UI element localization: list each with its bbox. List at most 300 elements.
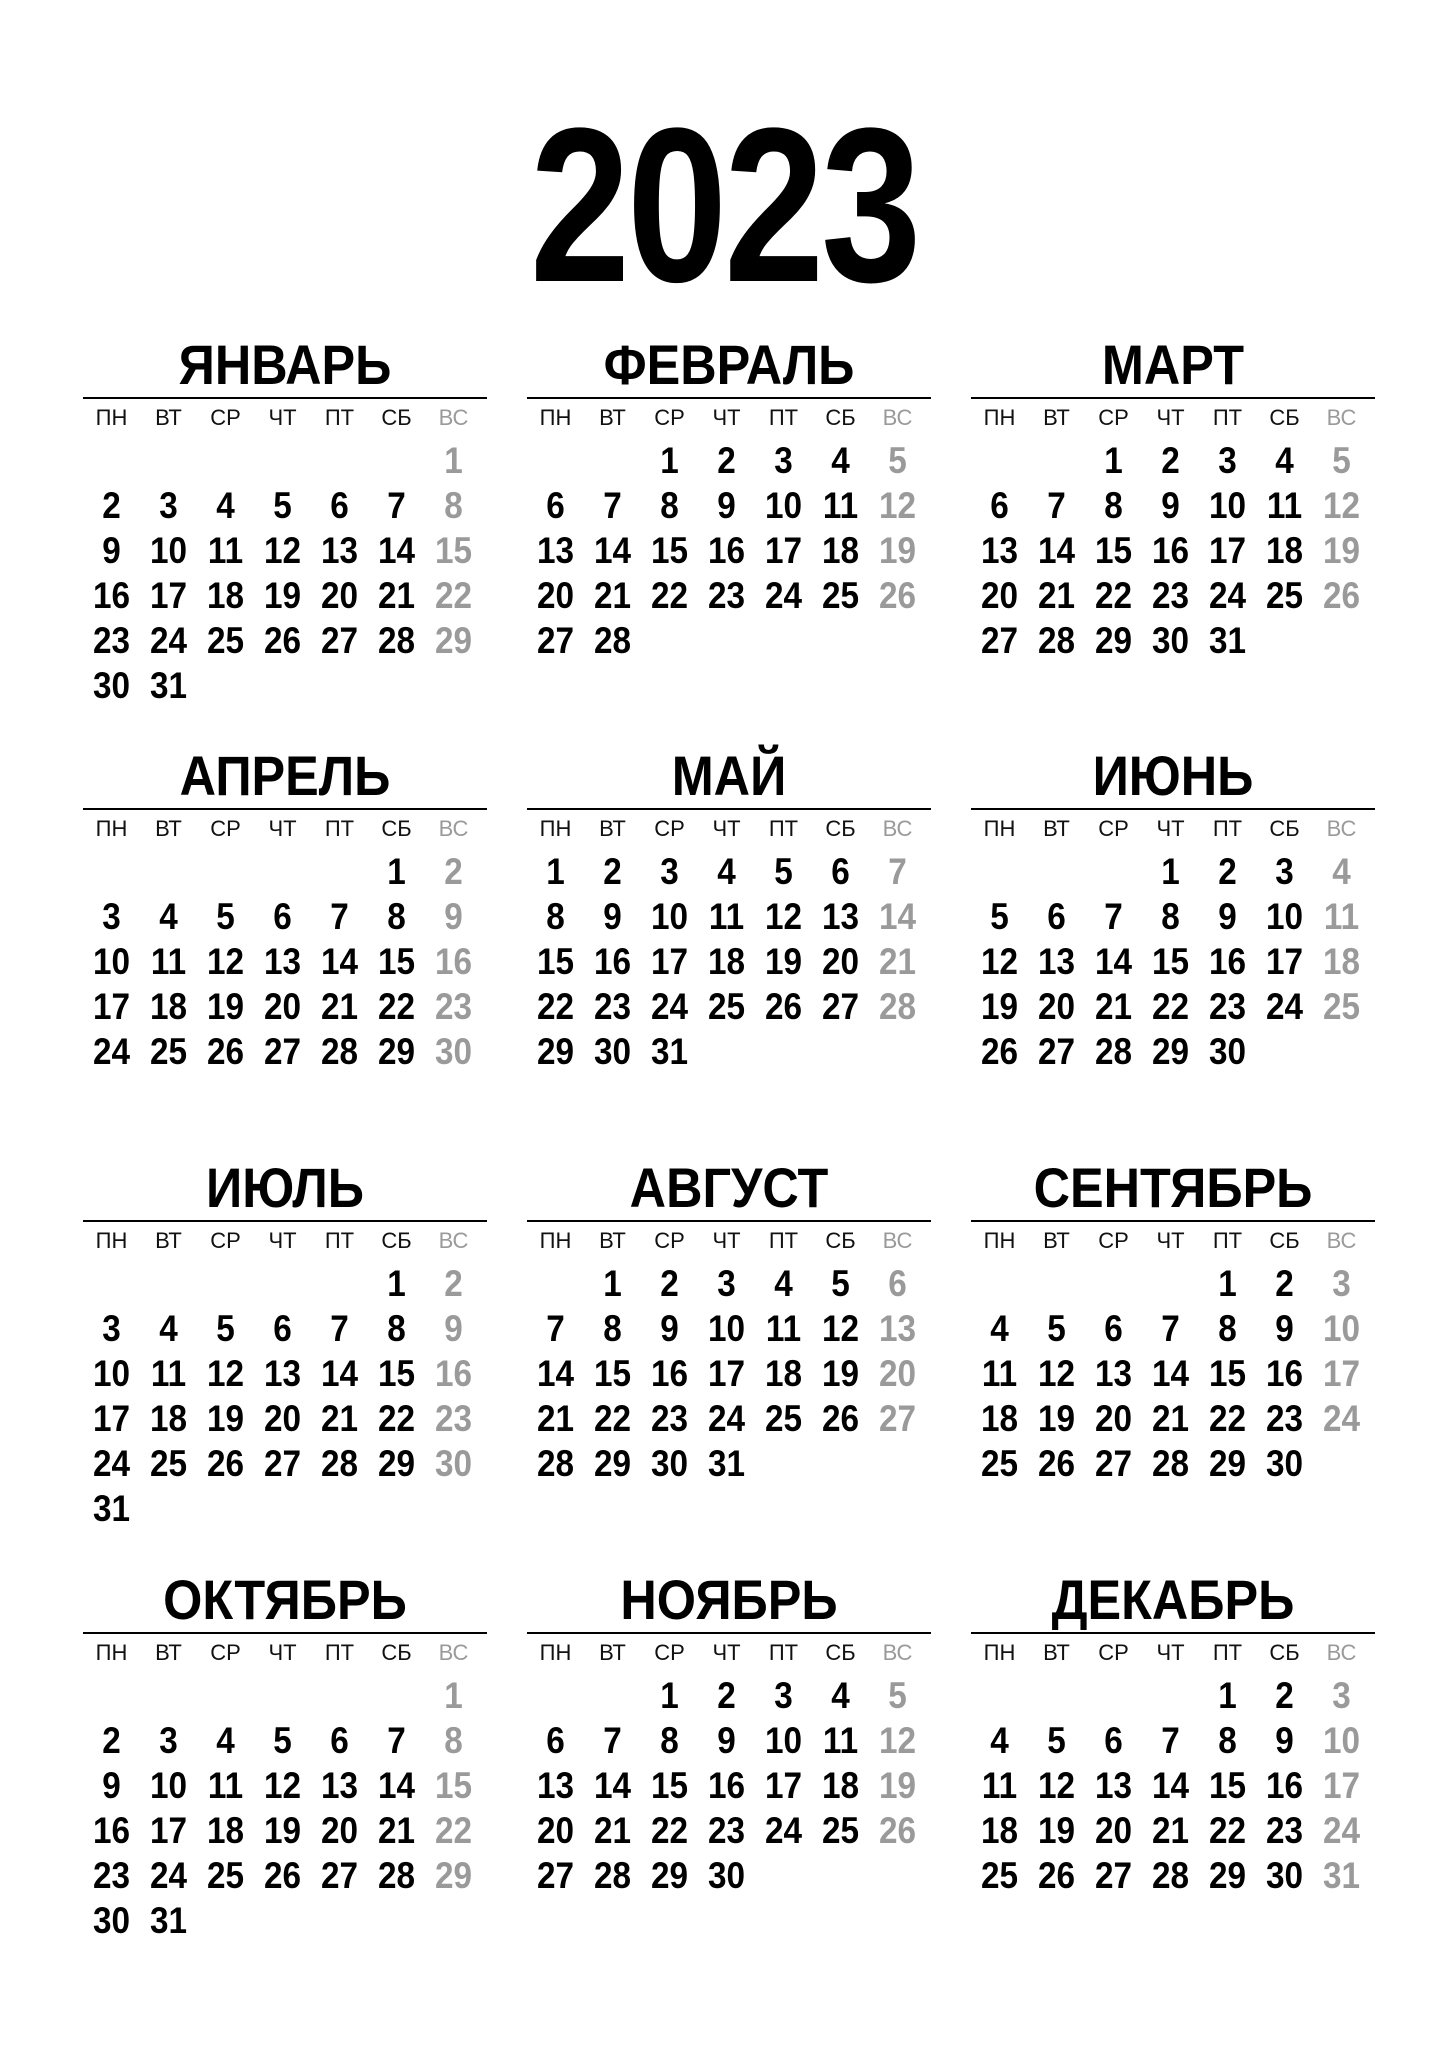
weekday-header: СР [1098,405,1129,430]
day-cell: 30 [650,1443,689,1484]
day-cell: 11 [207,530,244,571]
day-cell: 29 [1151,1031,1190,1072]
day-cell: 5 [990,896,1009,937]
day-cell: 22 [1208,1810,1247,1851]
weekday-header: ПН [983,405,1016,430]
day-cell: 30 [1265,1443,1304,1484]
day-cell: 20 [320,575,359,616]
day-cell: 9 [1275,1308,1294,1349]
day-cell: 23 [1208,986,1247,1027]
day-cell: 4 [216,485,235,526]
month-divider [527,1632,931,1634]
weekday-header: ВТ [155,1640,182,1665]
day-cell-sunday: 9 [444,896,463,937]
weekday-header: СБ [381,1640,412,1665]
day-cell: 18 [206,575,245,616]
weekday-header: СР [1098,816,1129,841]
day-cell: 7 [1161,1720,1180,1761]
day-cell: 7 [1161,1308,1180,1349]
day-cell: 25 [980,1443,1019,1484]
day-cell: 21 [593,575,632,616]
day-cell: 3 [1275,851,1294,892]
day-cell: 24 [92,1031,131,1072]
weekday-header: СР [210,1640,241,1665]
weekday-header: СР [654,1228,685,1253]
year-title: 2023 [529,82,919,328]
day-cell: 7 [387,485,406,526]
day-cell: 28 [1151,1443,1190,1484]
day-cell: 5 [273,485,292,526]
day-cell: 10 [764,485,803,526]
day-cell: 23 [593,986,632,1027]
weekday-header: СР [654,816,685,841]
day-cell: 9 [1218,896,1237,937]
day-cell: 27 [263,1443,302,1484]
month-block [527,1158,931,1538]
day-cell: 27 [536,1855,575,1896]
day-cell: 21 [536,1398,575,1439]
day-cell: 12 [764,896,803,937]
day-cell: 1 [546,851,565,892]
day-cell: 27 [980,620,1019,661]
day-cell: 11 [981,1765,1018,1806]
day-cell: 13 [320,530,359,571]
day-cell-sunday: 7 [888,851,907,892]
day-cell: 5 [1047,1308,1066,1349]
day-cell: 2 [1275,1675,1294,1716]
day-cell: 30 [1208,1031,1247,1072]
day-cell: 1 [1104,440,1123,481]
day-cell: 16 [593,941,632,982]
day-cell: 7 [546,1308,565,1349]
month-block [971,1570,1375,1950]
day-cell: 26 [980,1031,1019,1072]
day-cell: 17 [764,1765,803,1806]
weekday-header: СР [654,405,685,430]
month-block [971,746,1375,1126]
day-cell: 27 [1037,1031,1076,1072]
day-cell: 8 [546,896,565,937]
day-cell: 29 [1208,1855,1247,1896]
weekday-header: ЧТ [268,405,297,430]
day-cell: 2 [1161,440,1180,481]
day-cell: 31 [149,665,188,706]
day-cell: 31 [149,1900,188,1941]
weekday-header: ВС [438,1228,469,1253]
day-cell: 14 [1151,1765,1190,1806]
day-cell-sunday: 16 [434,941,473,982]
day-cell: 16 [707,530,746,571]
day-cell: 23 [1265,1810,1304,1851]
weekday-header: ВТ [155,816,182,841]
weekday-header: ЧТ [712,816,741,841]
day-cell: 17 [764,530,803,571]
day-cell: 6 [330,485,349,526]
day-cell: 26 [821,1398,860,1439]
day-cell: 22 [536,986,575,1027]
day-cell: 9 [717,485,736,526]
weekday-header: ЧТ [712,405,741,430]
day-cell: 16 [1208,941,1247,982]
day-cell: 10 [92,941,131,982]
weekday-header: ПТ [324,405,355,430]
day-cell: 11 [207,1765,244,1806]
day-cell: 7 [1104,896,1123,937]
day-cell-sunday: 17 [1322,1765,1361,1806]
day-cell: 14 [593,1765,632,1806]
day-cell: 9 [1275,1720,1294,1761]
day-cell: 29 [1208,1443,1247,1484]
day-cell: 14 [377,1765,416,1806]
weekday-header: СР [1098,1228,1129,1253]
weekday-header: ПН [95,1228,128,1253]
weekday-header: ПН [983,1640,1016,1665]
day-cell: 13 [1094,1353,1133,1394]
day-cell: 4 [1275,440,1294,481]
day-cell-sunday: 30 [434,1031,473,1072]
day-cell: 30 [92,1900,131,1941]
day-cell: 6 [546,485,565,526]
day-cell: 21 [320,1398,359,1439]
day-cell-sunday: 15 [434,1765,473,1806]
day-cell: 2 [660,1263,679,1304]
day-cell: 31 [707,1443,746,1484]
day-cell: 18 [149,986,188,1027]
weekday-header: ВС [882,1228,913,1253]
day-cell: 3 [774,1675,793,1716]
day-cell: 18 [149,1398,188,1439]
day-cell: 13 [263,1353,302,1394]
day-cell: 24 [92,1443,131,1484]
day-cell: 7 [603,485,622,526]
month-divider [527,1220,931,1222]
day-cell: 10 [1208,485,1247,526]
month-name: НОЯБРЬ [620,1568,838,1631]
day-cell: 12 [263,1765,302,1806]
month-name: ФЕВРАЛЬ [603,333,855,396]
weekday-header: ВТ [155,1228,182,1253]
weekday-header: СР [210,816,241,841]
day-cell: 21 [377,575,416,616]
weekday-header: ВТ [1043,816,1070,841]
day-cell: 19 [263,575,302,616]
day-cell: 24 [1265,986,1304,1027]
day-cell: 17 [149,1810,188,1851]
day-cell: 13 [980,530,1019,571]
month-name: ИЮНЬ [1092,744,1254,807]
day-cell: 27 [263,1031,302,1072]
day-cell: 12 [1037,1765,1076,1806]
day-cell: 15 [650,1765,689,1806]
day-cell-sunday: 26 [1322,575,1361,616]
day-cell: 14 [320,941,359,982]
day-cell-sunday: 15 [434,530,473,571]
day-cell: 9 [603,896,622,937]
month-name: АПРЕЛЬ [179,744,391,807]
day-cell: 29 [377,1443,416,1484]
day-cell: 1 [387,1263,406,1304]
day-cell: 20 [1094,1398,1133,1439]
day-cell: 20 [1094,1810,1133,1851]
day-cell: 20 [980,575,1019,616]
month-divider [83,808,487,810]
weekday-header: СБ [1269,816,1300,841]
day-cell: 21 [377,1810,416,1851]
day-cell-sunday: 12 [878,1720,917,1761]
day-cell: 26 [206,1443,245,1484]
day-cell: 17 [1265,941,1304,982]
day-cell: 15 [1151,941,1190,982]
day-cell: 9 [1161,485,1180,526]
day-cell: 19 [206,1398,245,1439]
day-cell-sunday: 19 [878,1765,917,1806]
weekday-header: СБ [381,1228,412,1253]
day-cell: 16 [1265,1353,1304,1394]
day-cell-sunday: 6 [888,1263,907,1304]
weekday-header: ПТ [324,1228,355,1253]
weekday-header: СБ [825,405,856,430]
day-cell: 29 [650,1855,689,1896]
day-cell: 14 [320,1353,359,1394]
day-cell-sunday: 1 [444,440,463,481]
day-cell: 28 [377,620,416,661]
month-block [971,335,1375,715]
weekday-header: ПН [95,1640,128,1665]
day-cell: 25 [206,1855,245,1896]
weekday-header: ПТ [324,1640,355,1665]
day-cell: 22 [1151,986,1190,1027]
day-cell: 18 [980,1810,1019,1851]
day-cell: 5 [831,1263,850,1304]
weekday-header: ЧТ [712,1228,741,1253]
day-cell: 14 [377,530,416,571]
day-cell: 31 [92,1488,131,1529]
day-cell-sunday: 12 [878,485,917,526]
day-cell: 8 [603,1308,622,1349]
day-cell: 29 [1094,620,1133,661]
day-cell: 28 [1037,620,1076,661]
day-cell: 5 [774,851,793,892]
day-cell-sunday: 8 [444,1720,463,1761]
day-cell-sunday: 25 [1322,986,1361,1027]
month-block [83,746,487,1126]
day-cell: 3 [159,1720,178,1761]
day-cell: 1 [660,1675,679,1716]
weekday-header: ПТ [1212,1640,1243,1665]
weekday-header: СБ [1269,1228,1300,1253]
day-cell: 14 [1037,530,1076,571]
weekday-header: ПН [539,816,572,841]
day-cell-sunday: 27 [878,1398,917,1439]
day-cell: 22 [377,986,416,1027]
day-cell: 15 [1208,1765,1247,1806]
weekday-header: ВС [438,1640,469,1665]
day-cell: 21 [320,986,359,1027]
weekday-header: ВС [1326,1228,1357,1253]
day-cell: 3 [102,896,121,937]
day-cell: 4 [831,1675,850,1716]
day-cell-sunday: 29 [434,620,473,661]
day-cell: 18 [1265,530,1304,571]
day-cell: 25 [707,986,746,1027]
day-cell: 20 [263,1398,302,1439]
day-cell: 14 [1151,1353,1190,1394]
day-cell: 11 [150,941,187,982]
month-block [527,1570,931,1950]
day-cell-sunday: 28 [878,986,917,1027]
day-cell: 13 [821,896,860,937]
weekday-header: ВТ [599,1228,626,1253]
day-cell: 3 [102,1308,121,1349]
weekday-header: СБ [825,816,856,841]
day-cell: 8 [660,485,679,526]
day-cell: 8 [387,1308,406,1349]
weekday-header: ВС [882,1640,913,1665]
day-cell: 2 [102,485,121,526]
day-cell: 25 [206,620,245,661]
weekday-header: ПТ [768,405,799,430]
weekday-header: ЧТ [1156,1228,1185,1253]
day-cell: 10 [149,1765,188,1806]
day-cell: 2 [717,1675,736,1716]
day-cell: 6 [1047,896,1066,937]
day-cell: 7 [387,1720,406,1761]
day-cell-sunday: 3 [1332,1263,1351,1304]
weekday-header: ПТ [1212,1228,1243,1253]
day-cell: 3 [660,851,679,892]
weekday-header: ПН [983,816,1016,841]
day-cell: 26 [263,1855,302,1896]
day-cell: 1 [387,851,406,892]
day-cell-sunday: 26 [878,1810,917,1851]
day-cell: 15 [536,941,575,982]
day-cell-sunday: 17 [1322,1353,1361,1394]
month-block [83,1158,487,1538]
day-cell: 23 [650,1398,689,1439]
day-cell: 26 [1037,1855,1076,1896]
day-cell: 21 [1094,986,1133,1027]
weekday-header: ВС [438,816,469,841]
month-block [971,1158,1375,1538]
weekday-header: ПН [539,405,572,430]
day-cell: 6 [273,1308,292,1349]
day-cell: 12 [263,530,302,571]
day-cell: 19 [1037,1398,1076,1439]
day-cell: 28 [536,1443,575,1484]
day-cell: 13 [1037,941,1076,982]
day-cell: 5 [273,1720,292,1761]
day-cell: 8 [387,896,406,937]
month-divider [83,1220,487,1222]
weekday-header: ВТ [1043,1640,1070,1665]
day-cell: 3 [1218,440,1237,481]
day-cell: 5 [216,896,235,937]
day-cell: 10 [92,1353,131,1394]
day-cell: 12 [980,941,1019,982]
month-divider [971,1632,1375,1634]
weekday-header: СБ [381,405,412,430]
day-cell: 15 [1208,1353,1247,1394]
day-cell: 29 [593,1443,632,1484]
day-cell-sunday: 30 [434,1443,473,1484]
weekday-header: ПН [95,816,128,841]
day-cell: 18 [206,1810,245,1851]
month-divider [83,1632,487,1634]
month-divider [527,808,931,810]
day-cell: 11 [765,1308,802,1349]
day-cell: 15 [650,530,689,571]
day-cell: 6 [990,485,1009,526]
day-cell: 17 [92,1398,131,1439]
day-cell: 22 [1094,575,1133,616]
day-cell-sunday: 5 [888,1675,907,1716]
day-cell: 18 [707,941,746,982]
day-cell: 1 [660,440,679,481]
month-name: АВГУСТ [629,1156,829,1219]
day-cell: 25 [821,575,860,616]
day-cell: 17 [1208,530,1247,571]
weekday-header: ВС [1326,1640,1357,1665]
day-cell-sunday: 19 [1322,530,1361,571]
weekday-header: ПН [539,1640,572,1665]
day-cell: 20 [821,941,860,982]
day-cell-sunday: 31 [1322,1855,1361,1896]
day-cell: 9 [660,1308,679,1349]
day-cell: 23 [92,1855,131,1896]
day-cell: 10 [149,530,188,571]
month-divider [83,397,487,399]
month-name: МАРТ [1101,333,1245,396]
day-cell: 6 [1104,1308,1123,1349]
day-cell: 25 [764,1398,803,1439]
day-cell: 24 [707,1398,746,1439]
day-cell-sunday: 22 [434,575,473,616]
weekday-header: ВС [882,816,913,841]
day-cell: 2 [102,1720,121,1761]
day-cell: 22 [650,1810,689,1851]
weekday-header: ЧТ [712,1640,741,1665]
month-name: СЕНТЯБРЬ [1033,1156,1313,1219]
day-cell: 5 [1047,1720,1066,1761]
day-cell: 26 [764,986,803,1027]
day-cell: 1 [603,1263,622,1304]
day-cell: 4 [159,1308,178,1349]
day-cell: 3 [774,440,793,481]
day-cell-sunday: 5 [1332,440,1351,481]
weekday-header: СР [210,1228,241,1253]
day-cell: 8 [1218,1720,1237,1761]
day-cell: 25 [149,1443,188,1484]
day-cell: 17 [650,941,689,982]
day-cell: 20 [1037,986,1076,1027]
day-cell: 7 [1047,485,1066,526]
day-cell-sunday: 24 [1322,1810,1361,1851]
day-cell: 14 [593,530,632,571]
month-name: ИЮЛЬ [206,1156,364,1219]
day-cell: 16 [707,1765,746,1806]
day-cell: 9 [102,530,121,571]
day-cell: 19 [263,1810,302,1851]
day-cell: 24 [764,575,803,616]
day-cell: 23 [707,575,746,616]
month-divider [971,808,1375,810]
day-cell: 30 [593,1031,632,1072]
day-cell: 12 [1037,1353,1076,1394]
month-divider [527,397,931,399]
day-cell: 27 [320,1855,359,1896]
day-cell-sunday: 9 [444,1308,463,1349]
day-cell-sunday: 10 [1322,1308,1361,1349]
